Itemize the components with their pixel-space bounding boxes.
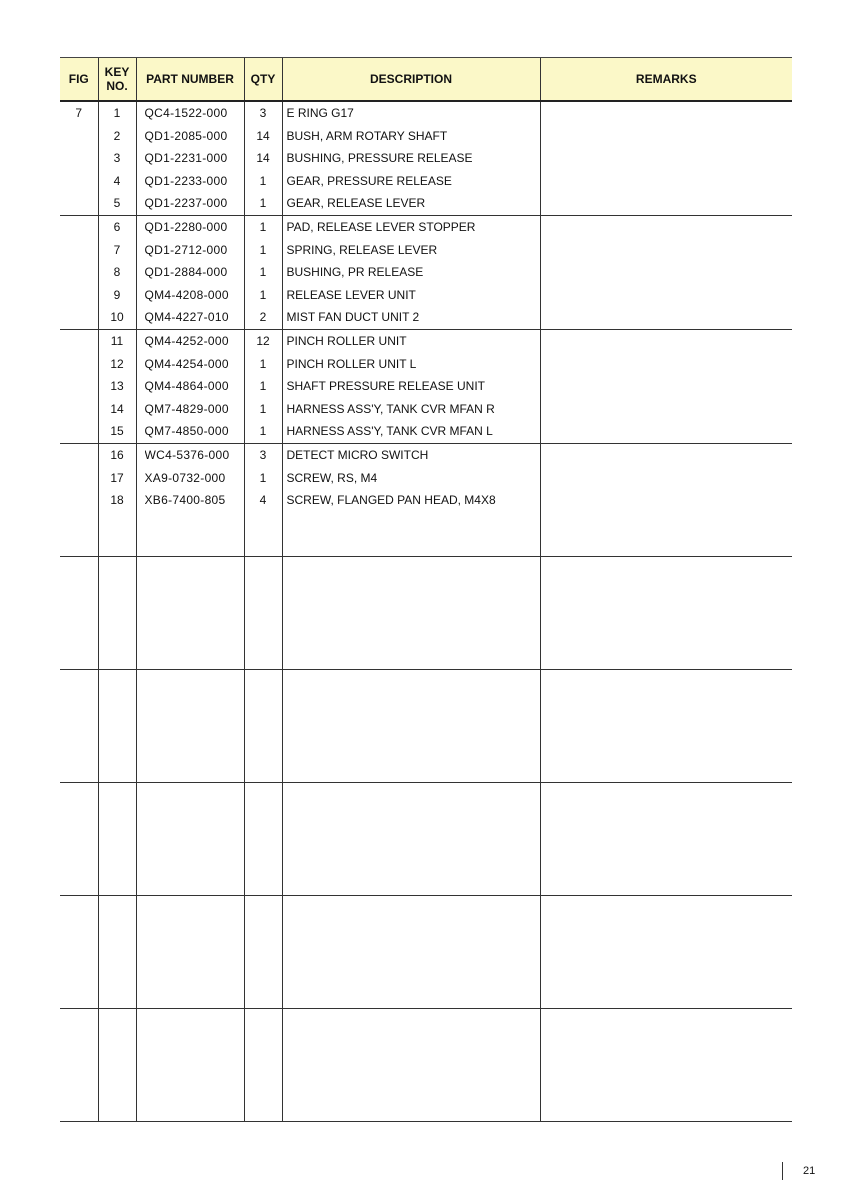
key-no: 17 bbox=[110, 470, 124, 485]
part-number-cell bbox=[136, 895, 244, 1008]
part-number-cell bbox=[136, 782, 244, 895]
part-number: QD1-2712-000 bbox=[144, 242, 228, 257]
key-no: 13 bbox=[110, 379, 124, 394]
description-cell bbox=[282, 215, 540, 329]
fig-cell bbox=[60, 101, 98, 215]
fig-cell bbox=[60, 782, 98, 895]
table-row-group bbox=[60, 329, 792, 443]
qty: 14 bbox=[256, 151, 270, 166]
part-number: QD1-2085-000 bbox=[144, 128, 228, 143]
part-number-cell bbox=[136, 1008, 244, 1121]
qty: 1 bbox=[259, 470, 267, 485]
description: RELEASE LEVER UNIT bbox=[286, 287, 416, 302]
fig-number bbox=[60, 1009, 98, 1032]
remarks bbox=[541, 398, 793, 421]
remarks-cell bbox=[540, 329, 792, 443]
key-no-cell bbox=[98, 329, 136, 443]
header-description: DESCRIPTION bbox=[282, 58, 540, 102]
fig-number bbox=[60, 216, 98, 239]
part-number: QM4-4208-000 bbox=[144, 287, 229, 302]
description: BUSHING, PRESSURE RELEASE bbox=[286, 151, 473, 166]
qty-cell bbox=[244, 1008, 282, 1121]
remarks-cell bbox=[540, 1008, 792, 1121]
remarks-cell bbox=[540, 556, 792, 669]
description-cell bbox=[282, 556, 540, 669]
remarks bbox=[541, 375, 793, 398]
part-number-cell bbox=[136, 215, 244, 329]
part-number: QD1-2231-000 bbox=[144, 151, 228, 166]
description: E RING G17 bbox=[286, 106, 354, 120]
qty: 12 bbox=[256, 333, 270, 348]
qty-cell bbox=[244, 215, 282, 329]
part-number: QM7-4850-000 bbox=[144, 424, 229, 439]
description: SCREW, RS, M4 bbox=[286, 470, 378, 485]
key-no: 9 bbox=[113, 287, 121, 302]
description-cell bbox=[282, 669, 540, 782]
table-row-group bbox=[60, 556, 792, 669]
qty: 1 bbox=[259, 219, 267, 234]
remarks bbox=[541, 306, 793, 329]
remarks-cell bbox=[540, 101, 792, 215]
part-number-cell bbox=[136, 329, 244, 443]
fig-number bbox=[60, 670, 98, 693]
remarks bbox=[541, 125, 793, 148]
key-no-cell bbox=[98, 556, 136, 669]
qty-cell bbox=[244, 782, 282, 895]
description: HARNESS ASS'Y, TANK CVR MFAN R bbox=[286, 401, 495, 416]
qty: 1 bbox=[259, 173, 267, 188]
fig-number bbox=[60, 557, 98, 580]
qty-cell bbox=[244, 443, 282, 556]
qty: 1 bbox=[259, 356, 267, 371]
key-no-cell bbox=[98, 101, 136, 215]
qty: 1 bbox=[259, 196, 267, 211]
remarks bbox=[541, 239, 793, 262]
remarks bbox=[541, 102, 793, 125]
part-number: WC4-5376-000 bbox=[144, 447, 230, 462]
remarks bbox=[541, 420, 793, 443]
description: PAD, RELEASE LEVER STOPPER bbox=[286, 219, 476, 234]
key-no: 1 bbox=[113, 106, 121, 120]
part-number-cell bbox=[136, 669, 244, 782]
remarks bbox=[541, 192, 793, 215]
key-no: 4 bbox=[113, 173, 121, 188]
remarks-cell bbox=[540, 215, 792, 329]
remarks-cell bbox=[540, 895, 792, 1008]
qty-cell bbox=[244, 101, 282, 215]
header-fig: FIG bbox=[60, 58, 98, 102]
key-no-cell bbox=[98, 895, 136, 1008]
fig-cell bbox=[60, 329, 98, 443]
description-cell bbox=[282, 329, 540, 443]
key-no: 16 bbox=[110, 447, 124, 462]
header-qty: QTY bbox=[244, 58, 282, 102]
part-number: QM7-4829-000 bbox=[144, 401, 229, 416]
remarks bbox=[541, 353, 793, 376]
remarks bbox=[541, 216, 793, 239]
key-no: 8 bbox=[113, 265, 121, 280]
description: GEAR, PRESSURE RELEASE bbox=[286, 173, 452, 188]
qty: 1 bbox=[259, 379, 267, 394]
description-cell bbox=[282, 782, 540, 895]
fig-cell bbox=[60, 1008, 98, 1121]
key-no-cell bbox=[98, 669, 136, 782]
qty: 1 bbox=[259, 242, 267, 257]
description: GEAR, RELEASE LEVER bbox=[286, 196, 426, 211]
qty: 1 bbox=[259, 424, 267, 439]
table-row-group bbox=[60, 443, 792, 556]
qty: 2 bbox=[259, 310, 267, 325]
key-no-cell bbox=[98, 1008, 136, 1121]
description-cell bbox=[282, 895, 540, 1008]
qty: 4 bbox=[259, 493, 267, 508]
key-no-cell bbox=[98, 782, 136, 895]
remarks bbox=[541, 261, 793, 284]
description: DETECT MICRO SWITCH bbox=[286, 447, 429, 462]
qty-cell bbox=[244, 329, 282, 443]
page-number: 21 bbox=[782, 1162, 815, 1180]
table-row-group bbox=[60, 895, 792, 1008]
fig-cell bbox=[60, 215, 98, 329]
key-no: 14 bbox=[110, 401, 124, 416]
description: BUSHING, PR RELEASE bbox=[286, 265, 424, 280]
fig-number bbox=[60, 896, 98, 919]
remarks bbox=[541, 489, 793, 512]
fig-number bbox=[60, 330, 98, 353]
key-no: 11 bbox=[110, 333, 124, 348]
table-row-group bbox=[60, 101, 792, 215]
remarks bbox=[541, 170, 793, 193]
qty: 1 bbox=[259, 287, 267, 302]
remarks-cell bbox=[540, 443, 792, 556]
description: HARNESS ASS'Y, TANK CVR MFAN L bbox=[286, 424, 493, 439]
key-no: 7 bbox=[113, 242, 121, 257]
description-cell bbox=[282, 101, 540, 215]
qty: 1 bbox=[259, 265, 267, 280]
header-part-number: PART NUMBER bbox=[136, 58, 244, 102]
description: BUSH, ARM ROTARY SHAFT bbox=[286, 128, 448, 143]
key-no: 3 bbox=[113, 151, 121, 166]
key-no: 12 bbox=[110, 356, 124, 371]
remarks bbox=[541, 284, 793, 307]
part-number: QD1-2233-000 bbox=[144, 173, 228, 188]
part-number-cell bbox=[136, 443, 244, 556]
key-no: 18 bbox=[110, 493, 124, 508]
fig-cell bbox=[60, 443, 98, 556]
key-no: 2 bbox=[113, 128, 121, 143]
part-number-cell bbox=[136, 556, 244, 669]
description: SPRING, RELEASE LEVER bbox=[286, 242, 438, 257]
description: SCREW, FLANGED PAN HEAD, M4X8 bbox=[286, 493, 496, 508]
part-number: QM4-4227-010 bbox=[144, 310, 229, 325]
qty: 3 bbox=[259, 447, 267, 462]
description: MIST FAN DUCT UNIT 2 bbox=[286, 310, 420, 325]
fig-cell bbox=[60, 895, 98, 1008]
part-number: XA9-0732-000 bbox=[144, 470, 226, 485]
header-key-no: KEY NO. bbox=[98, 58, 136, 102]
remarks bbox=[541, 330, 793, 353]
key-no: 6 bbox=[113, 219, 121, 234]
qty: 3 bbox=[259, 106, 267, 120]
part-number: XB6-7400-805 bbox=[144, 493, 226, 508]
fig-cell bbox=[60, 669, 98, 782]
remarks bbox=[541, 147, 793, 170]
fig-number: 7 bbox=[75, 106, 83, 120]
part-number: QM4-4252-000 bbox=[144, 333, 229, 348]
remarks bbox=[541, 444, 793, 467]
qty-cell bbox=[244, 556, 282, 669]
part-number: QC4-1522-000 bbox=[144, 106, 228, 120]
remarks bbox=[541, 467, 793, 490]
table-row-group bbox=[60, 782, 792, 895]
fig-number bbox=[60, 783, 98, 806]
qty-cell bbox=[244, 895, 282, 1008]
description: PINCH ROLLER UNIT L bbox=[286, 356, 417, 371]
fig-number bbox=[60, 444, 98, 467]
part-number-cell bbox=[136, 101, 244, 215]
description-cell bbox=[282, 1008, 540, 1121]
fig-cell bbox=[60, 556, 98, 669]
part-number: QD1-2884-000 bbox=[144, 265, 228, 280]
header-remarks: REMARKS bbox=[540, 58, 792, 102]
key-no-cell bbox=[98, 215, 136, 329]
qty: 1 bbox=[259, 401, 267, 416]
table-header-row bbox=[60, 58, 792, 102]
parts-list-table bbox=[60, 57, 792, 1122]
qty: 14 bbox=[256, 128, 270, 143]
table-row-group bbox=[60, 669, 792, 782]
description: PINCH ROLLER UNIT bbox=[286, 333, 407, 348]
key-no: 15 bbox=[110, 424, 124, 439]
remarks-cell bbox=[540, 669, 792, 782]
part-number: QD1-2280-000 bbox=[144, 219, 228, 234]
key-no: 5 bbox=[113, 196, 121, 211]
key-no: 10 bbox=[110, 310, 124, 325]
table-row-group bbox=[60, 1008, 792, 1121]
table-row-group bbox=[60, 215, 792, 329]
remarks-cell bbox=[540, 782, 792, 895]
description-cell bbox=[282, 443, 540, 556]
key-no-cell bbox=[98, 443, 136, 556]
qty-cell bbox=[244, 669, 282, 782]
description: SHAFT PRESSURE RELEASE UNIT bbox=[286, 379, 485, 394]
part-number: QM4-4254-000 bbox=[144, 356, 229, 371]
part-number: QD1-2237-000 bbox=[144, 196, 228, 211]
part-number: QM4-4864-000 bbox=[144, 379, 229, 394]
